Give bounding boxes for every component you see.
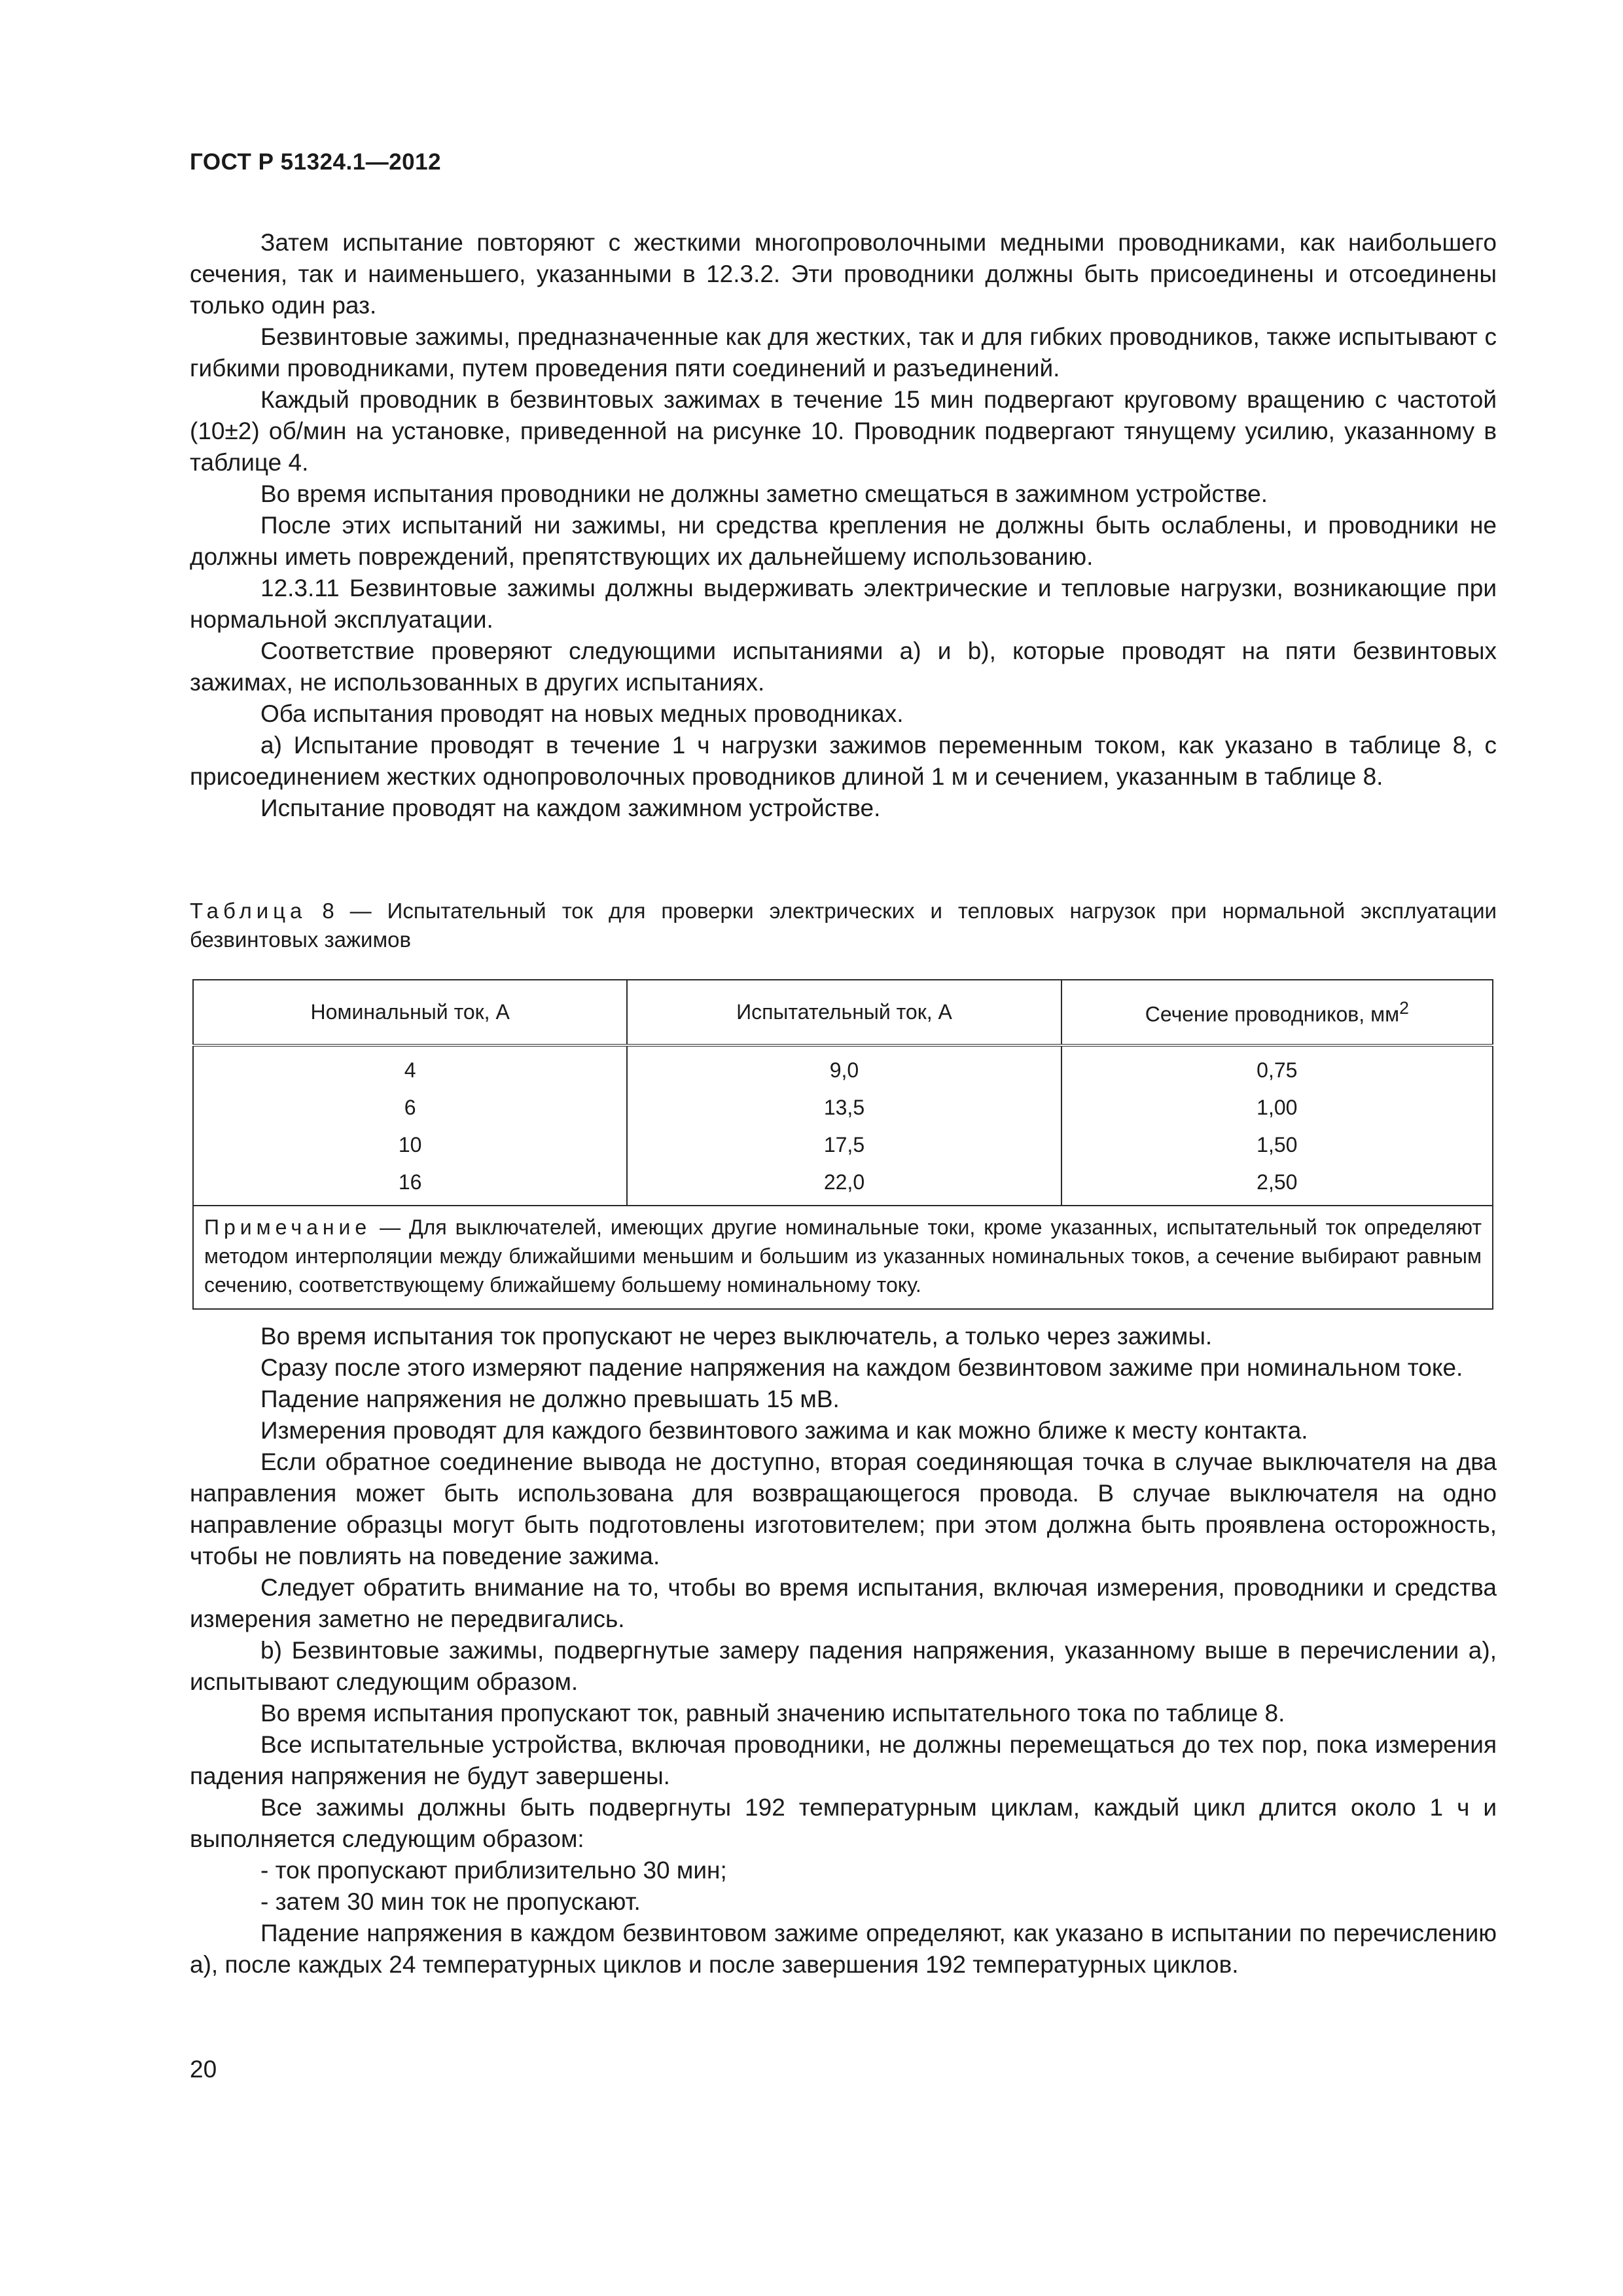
table-row (193, 1089, 1493, 1126)
table-cell: 22,0 (627, 1164, 1061, 1206)
paragraph: Безвинтовые зажимы, предназначенные как для жестких, так и для гибких проводников, также испытывают с гибкими проводниками, путем проведения пяти соединений и разъединений. (190, 323, 1497, 382)
table-row (193, 1045, 1493, 1089)
note-label: Примечание (204, 1215, 372, 1239)
page-number: 20 (190, 2056, 217, 2083)
table-cell: 2,50 (1061, 1164, 1493, 1206)
table-cell: 9,0 (627, 1045, 1061, 1089)
paragraph: Испытание проводят на каждом зажимном устройстве. (260, 795, 881, 821)
table-cell: 13,5 (627, 1089, 1061, 1126)
table-caption-label: Таблица (190, 899, 307, 923)
paragraph: Измерения проводят для каждого безвинтового зажима и как можно ближе к месту контакта. (260, 1417, 1308, 1444)
paragraph: b) Безвинтовые зажимы, подвергнутые замеру падения напряжения, указанному выше в перечислении a), испытывают следующим образом. (190, 1637, 1497, 1695)
list-item: - затем 30 мин ток не пропускают. (260, 1888, 641, 1915)
paragraph: После этих испытаний ни зажимы, ни средства крепления не должны быть ослаблены, и проводники не должны иметь повреждений, препятствующих их дальнейшему использованию. (190, 512, 1497, 570)
document-header: ГОСТ Р 51324.1—2012 (190, 149, 442, 175)
table-8 (192, 979, 1493, 1310)
paragraph: Все испытательные устройства, включая проводники, не должны перемещаться до тех пор, пока измерения падения напряжения не будут завершены. (190, 1731, 1497, 1789)
paragraph: Во время испытания проводники не должны заметно смещаться в зажимном устройстве. (260, 480, 1268, 507)
table-note-row (193, 1206, 1493, 1309)
table-caption (190, 897, 1497, 954)
table-cell: 10 (193, 1126, 627, 1164)
paragraph: Падение напряжения в каждом безвинтовом зажиме определяют, как указано в испытании по перечислению a), после каждых 24 температурных циклов и после завершения 192 температурных циклов. (190, 1920, 1497, 1978)
body-text-bottom (190, 1321, 1497, 1981)
table-row (193, 1164, 1493, 1206)
table-row (193, 1126, 1493, 1164)
column-header-rated-current: Номинальный ток, А (193, 980, 627, 1045)
table-cell: 17,5 (627, 1126, 1061, 1164)
paragraph: Следует обратить внимание на то, чтобы во время испытания, включая измерения, проводники и средства измерения заметно не передвигались. (190, 1574, 1497, 1632)
paragraph: Затем испытание повторяют с жесткими многопроволочными медными проводниками, как наибольшего сечения, так и наименьшего, указанными в 12.3.2. Эти проводники должны быть присоединены и отсоединены только один раз. (190, 229, 1497, 319)
paragraph: 12.3.11 Безвинтовые зажимы должны выдерживать электрические и тепловые нагрузки, возникающие при нормальной эксплуатации. (190, 575, 1497, 633)
list-item: - ток пропускают приблизительно 30 мин; (260, 1857, 727, 1884)
table-cell: 0,75 (1061, 1045, 1493, 1089)
paragraph: Если обратное соединение вывода не доступно, вторая соединяющая точка в случае выключателя на два направления может быть использована для возвращающегося провода. В случае выключателя на одно направление образцы могут быть подготовлены изготовителем; при этом должна быть проявлена осторожность, чтобы не повлиять на поведение зажима. (190, 1448, 1497, 1570)
table-cell: 1,50 (1061, 1126, 1493, 1164)
paragraph: Во время испытания пропускают ток, равный значению испытательного тока по таблице 8. (260, 1700, 1285, 1727)
paragraph: Соответствие проверяют следующими испытаниями a) и b), которые проводят на пяти безвинтовых зажимах, не использованных в других испытаниях. (190, 637, 1497, 696)
table-caption-text: 8 — Испытательный ток для проверки электрических и тепловых нагрузок при нормальной эксплуатации безвинтовых зажимов (190, 899, 1497, 952)
paragraph: Сразу после этого измеряют падение напряжения на каждом безвинтовом зажиме при номинальном токе. (260, 1354, 1463, 1381)
table-cell: 4 (193, 1045, 627, 1089)
table-cell: 6 (193, 1089, 627, 1126)
paragraph: Падение напряжения не должно превышать 15 мВ. (260, 1386, 840, 1412)
paragraph: Оба испытания проводят на новых медных проводниках. (260, 700, 904, 727)
column-header-test-current: Испытательный ток, А (627, 980, 1061, 1045)
table-note (193, 1206, 1493, 1309)
note-text: — Для выключателей, имеющих другие номинальные токи, кроме указанных, испытательный ток определяют методом интерполяции между ближайшими меньшим и большим из указанных номинальных токов, а сечение выбирают равным сечению, соответствующему ближайшему большему номинальному току. (204, 1215, 1482, 1297)
paragraph: a) Испытание проводят в течение 1 ч нагрузки зажимов переменным током, как указано в таблице 8, с присоединением жестких однопроволочных проводников длиной 1 м и сечением, указанным в таблице 8. (190, 732, 1497, 790)
paragraph: Каждый проводник в безвинтовых зажимах в течение 15 мин подвергают круговому вращению с частотой (10±2) об/мин на установке, приведенной на рисунке 10. Проводник подвергают тянущему усилию, указанному в таблице 4. (190, 386, 1497, 476)
body-text-top (190, 227, 1497, 824)
table-cell: 1,00 (1061, 1089, 1493, 1126)
column-header-cross-section: Сечение проводников, $мм^2$ (1061, 980, 1493, 1045)
table-header-row (193, 980, 1493, 1045)
paragraph: Все зажимы должны быть подвергнуты 192 температурным циклам, каждый цикл длится около 1 ч и выполняется следующим образом: (190, 1794, 1497, 1852)
table-cell: 16 (193, 1164, 627, 1206)
unit-superscript: 2 (1399, 997, 1409, 1018)
paragraph: Во время испытания ток пропускают не через выключатель, а только через зажимы. (260, 1323, 1213, 1350)
